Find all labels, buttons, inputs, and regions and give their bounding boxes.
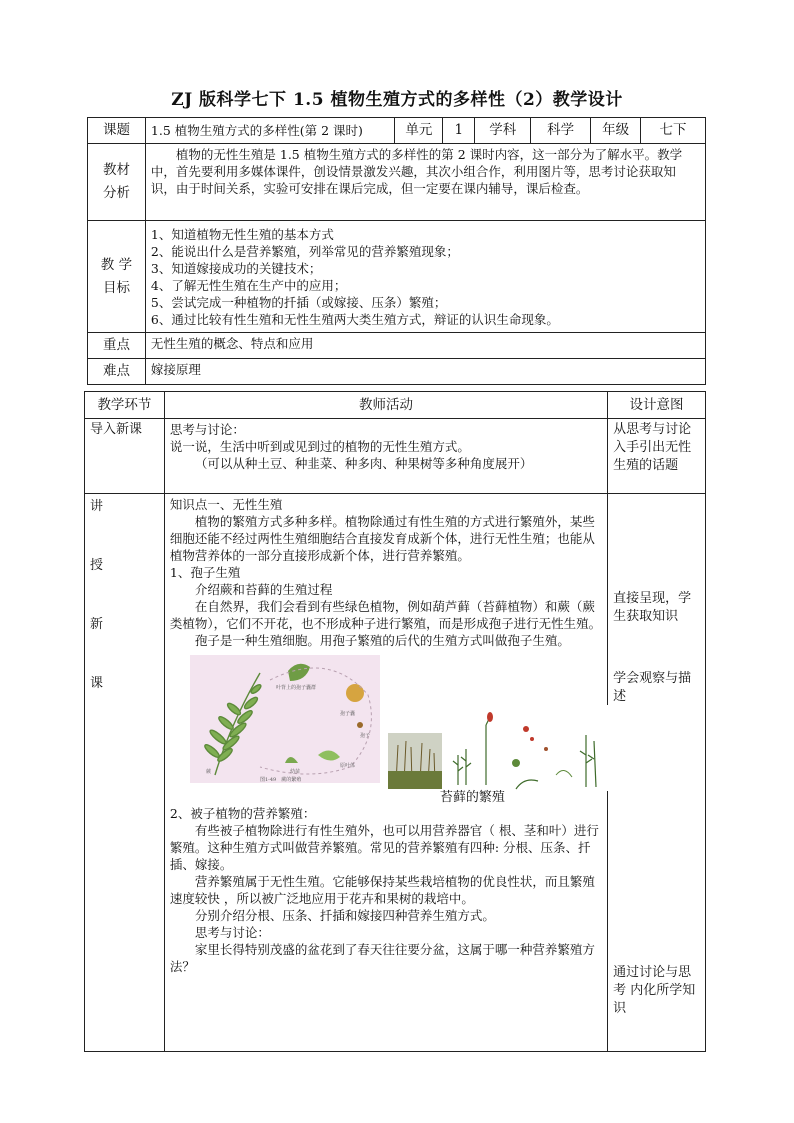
moss-caption: 苔藓的繁殖	[439, 790, 505, 805]
intro-intent: 从思考与讨论入手引出无性生殖的话题	[608, 419, 706, 494]
fern-label: 蕨	[205, 769, 211, 775]
unit-label: 单元	[395, 118, 443, 144]
difficulty-value: 嫁接原理	[145, 359, 705, 385]
fern-label: 孢子	[359, 733, 370, 739]
discuss-title: 思考与讨论：	[194, 925, 270, 940]
lecture-stage	[85, 494, 165, 1052]
intro-line: 说一说，生活中听到或见到过的植物的无性生殖方式。	[169, 439, 470, 454]
key-label: 重点	[88, 333, 146, 359]
s1-paragraph: 在自然界，我们会看到有些绿色植物，例如葫芦藓（苔藓植物）和蕨（蕨类植物），它们不开花，也不形成种子进行繁殖，而是形成孢子进行无性生殖。	[169, 599, 602, 631]
header-intent: 设计意图	[608, 392, 706, 419]
intro-line: （可以从种土豆、种韭菜、种多肉、种果树等多种角度展开）	[194, 456, 533, 471]
s2-title: 2、被子植物的营养繁殖：	[169, 806, 316, 821]
intro-line: 思考与讨论：	[169, 422, 245, 437]
lecture-activity	[164, 494, 607, 1052]
goal-item: 4、了解无性生殖在生产中的应用；	[150, 277, 347, 293]
subject-value: 科学	[531, 118, 591, 144]
s2-paragraph: 分别介绍分根、压条、扦插和嫁接四种营养生殖方式。	[194, 908, 495, 923]
course-value: 1.5 植物生殖方式的多样性(第 2 课时)	[145, 118, 394, 144]
lecture-stage-char: 课	[90, 676, 104, 691]
info-table	[87, 117, 706, 385]
goal-item: 6、通过比较有性生殖和无性生殖两大类生殖方式，辩证的认识生命现象。	[150, 311, 559, 327]
intro-stage: 导入新课	[85, 419, 165, 494]
grade-label: 年级	[591, 118, 641, 144]
k1-paragraph: 植物的繁殖方式多种多样。植物除通过有性生殖的方式进行繁殖外，某些细胞还能不经过两性生殖细胞结合直接发育成新个体，进行无性生殖；也能从植物营养体的一部分直接形成新个体，进行营养繁殖。	[169, 514, 595, 563]
s1-definition: 孢子是一种生殖细胞。用孢子繁殖的后代的生殖方式叫做孢子生殖。	[194, 633, 570, 648]
intro-activity	[164, 419, 607, 494]
goals-label-line1: 教 学	[100, 256, 133, 273]
lecture-intent	[608, 494, 706, 1052]
s2-paragraph: 营养繁殖属于无性生殖。它能够保持某些栽培植物的优良性状，而且繁殖速度较快 ，所以被广泛地应用于花卉和果树的栽培中。	[169, 874, 595, 906]
intent-item: 学会观察与描述	[613, 671, 692, 704]
s2-paragraph: 有些被子植物除进行有性生殖外，也可以用营养器官（ 根、茎和叶）进行繁殖。这种生殖方式叫做营养繁殖。常见的营养繁殖有四种: 分根、压条、扦插、嫁接。	[169, 823, 599, 872]
moss-reproduction-image	[446, 705, 614, 791]
difficulty-label: 难点	[88, 359, 146, 385]
goals-label-line2: 目标	[102, 279, 130, 296]
fern-label: 孢子囊	[339, 711, 355, 717]
lecture-stage-char: 讲	[90, 499, 104, 514]
intent-item: 直接呈现，学生获取知识	[613, 591, 692, 624]
analysis-text: 植物的无性生殖是 1.5 植物生殖方式的多样性的第 2 课时内容，这一部分为了解水平。教学中，首先要利用多媒体课件，创设情景激发兴趣，其次小组合作，利用图片等，思考讨论获取知识，由于时间关系，实验可安排在课后完成，但一定要在课内辅导，课后检查。	[145, 144, 705, 221]
s1-title: 1、孢子生殖	[169, 565, 241, 580]
fern-label: 原叶体	[339, 763, 355, 769]
header-activity: 教师活动	[164, 392, 607, 419]
key-value: 无性生殖的概念、特点和应用	[145, 333, 705, 359]
unit-value: 1	[443, 118, 475, 144]
goal-item: 5、尝试完成一种植物的扦插（或嫁接、压条）繁殖；	[150, 294, 447, 310]
subject-label: 学科	[475, 118, 531, 144]
goal-item: 2、能说出什么是营养繁殖，列举常见的营养繁殖现象；	[150, 243, 459, 259]
goal-item: 1、知道植物无性生殖的基本方式	[150, 226, 334, 242]
analysis-label	[88, 144, 146, 221]
process-table	[84, 391, 706, 1052]
goals-list	[145, 221, 705, 333]
k1-title: 知识点一、无性生殖	[169, 497, 283, 512]
intent-item: 通过讨论与思考 内化所学知识	[613, 965, 696, 1016]
lecture-stage-char: 新	[90, 617, 104, 632]
grade-value: 七下	[641, 118, 706, 144]
lecture-stage-char: 授	[90, 558, 104, 573]
goal-item: 3、知道嫁接成功的关键技术；	[150, 260, 322, 276]
moss-photo-image	[388, 733, 442, 789]
figures	[170, 655, 602, 803]
document-title: ZJ 版科学七下 1.5 植物生殖方式的多样性（2）教学设计	[171, 90, 623, 110]
analysis-label-line1: 教材	[102, 162, 130, 178]
fern-caption: 图1-49 蕨的繁殖	[259, 777, 302, 783]
header-stage: 教学环节	[85, 392, 165, 419]
fern-label: 叶背上的孢子囊群	[275, 685, 316, 691]
goals-label	[88, 221, 146, 333]
fern-reproduction-image	[190, 655, 380, 783]
analysis-label-line2: 分析	[102, 185, 130, 201]
fern-label: 幼苗	[289, 769, 300, 775]
discuss-question: 家里长得特别茂盛的盆花到了春天往往要分盆，这属于哪一种营养繁殖方法？	[169, 942, 595, 974]
s1-subtitle: 介绍蕨和苔藓的生殖过程	[194, 582, 333, 597]
course-label: 课题	[88, 118, 146, 144]
